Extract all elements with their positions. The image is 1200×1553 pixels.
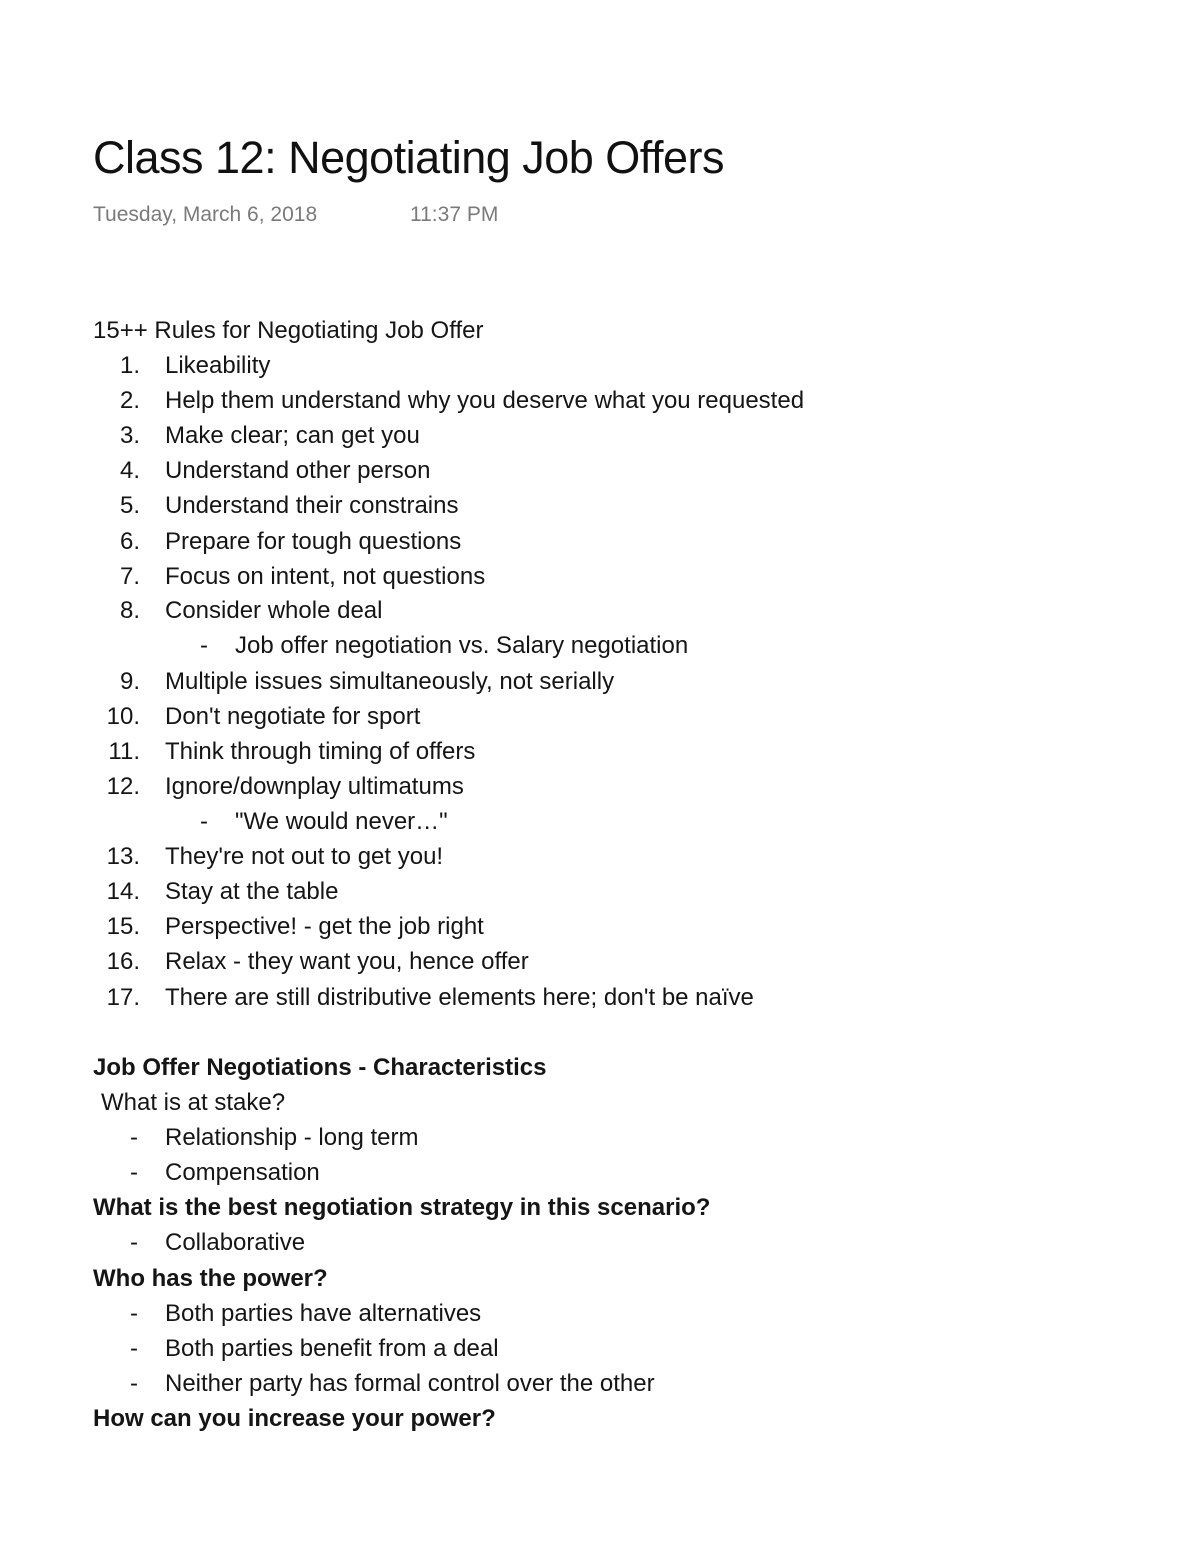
- list-item: Prepare for tough questions: [165, 528, 462, 555]
- list-item-number: 9.: [119, 668, 140, 695]
- list-item-number: 14.: [106, 878, 140, 905]
- list-item-number: 17.: [106, 984, 140, 1011]
- list-item: Consider whole deal: [165, 597, 383, 624]
- bullet-dash: -: [130, 1159, 138, 1186]
- list-item: Likeability: [165, 352, 271, 379]
- bullet-dash: -: [130, 1229, 138, 1256]
- list-item: Help them understand why you deserve what you requested: [165, 387, 805, 414]
- list-item: They're not out to get you!: [165, 843, 444, 870]
- list-item: Multiple issues simultaneously, not serially: [165, 668, 615, 695]
- sub-item-dash: -: [200, 632, 208, 659]
- list-item-number: 10.: [106, 703, 140, 730]
- list-item: Understand other person: [165, 457, 431, 484]
- bullet-item: Both parties benefit from a deal: [165, 1335, 499, 1362]
- list-item: Ignore/downplay ultimatums: [165, 773, 464, 800]
- list-item: Relax - they want you, hence offer: [165, 948, 529, 975]
- list-item: Don't negotiate for sport: [165, 703, 421, 730]
- list-item-number: 15.: [106, 913, 140, 940]
- list-item-number: 4.: [119, 457, 140, 484]
- sub-list-item: Job offer negotiation vs. Salary negotiation: [235, 632, 689, 659]
- list-item-number: 8.: [119, 597, 140, 624]
- list-item-number: 16.: [106, 948, 140, 975]
- list-item-number: 3.: [119, 422, 140, 449]
- power-question: Who has the power?: [93, 1265, 328, 1292]
- bullet-item: Relationship - long term: [165, 1124, 419, 1151]
- list-item-number: 7.: [119, 563, 140, 590]
- bullet-dash: -: [130, 1124, 138, 1151]
- page-title: Class 12: Negotiating Job Offers: [93, 132, 725, 183]
- list-item-number: 5.: [119, 492, 140, 519]
- list-item-number: 12.: [106, 773, 140, 800]
- list-item: Think through timing of offers: [165, 738, 476, 765]
- bullet-item: Collaborative: [165, 1229, 306, 1256]
- list-item-number: 1.: [119, 352, 140, 379]
- list-item-number: 11.: [108, 738, 140, 765]
- strategy-question: What is the best negotiation strategy in this scenario?: [93, 1194, 711, 1221]
- list-item: Stay at the table: [165, 878, 339, 905]
- bullet-item: Compensation: [165, 1159, 320, 1186]
- bullet-dash: -: [130, 1370, 138, 1397]
- list-item: There are still distributive elements here; don't be naïve: [165, 984, 754, 1011]
- page-time: 11:37 PM: [410, 203, 499, 226]
- page-meta: [93, 203, 499, 227]
- increase-power-question: How can you increase your power?: [93, 1405, 496, 1432]
- list-item-number: 6.: [119, 528, 140, 555]
- list-item: Perspective! - get the job right: [165, 913, 484, 940]
- bullet-dash: -: [130, 1335, 138, 1362]
- list-item-number: 13.: [106, 843, 140, 870]
- sub-item-dash: -: [200, 808, 208, 835]
- rules-heading: 15++ Rules for Negotiating Job Offer: [93, 317, 484, 344]
- bullet-dash: -: [130, 1300, 138, 1327]
- list-item: Make clear; can get you: [165, 422, 420, 449]
- characteristics-heading: Job Offer Negotiations - Characteristics: [93, 1054, 547, 1081]
- bullet-item: Both parties have alternatives: [165, 1300, 482, 1327]
- list-item-number: 2.: [119, 387, 140, 414]
- stake-question: What is at stake?: [101, 1089, 286, 1116]
- page-date: Tuesday, March 6, 2018: [93, 203, 318, 226]
- list-item: Understand their constrains: [165, 492, 459, 519]
- bullet-item: Neither party has formal control over the other: [165, 1370, 655, 1397]
- list-item: Focus on intent, not questions: [165, 563, 486, 590]
- sub-list-item: "We would never…": [235, 808, 448, 835]
